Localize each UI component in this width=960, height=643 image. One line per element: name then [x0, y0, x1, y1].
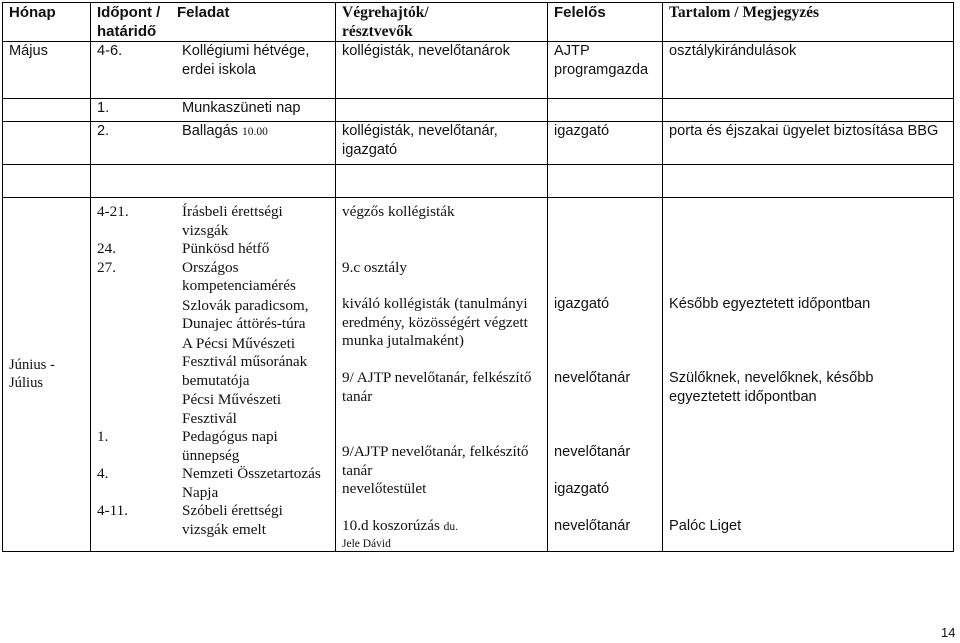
list-item: Szlovák paradicsom, Dunajec áttörés-túra — [182, 296, 309, 332]
junejuly-responsible: igazgató nevelőtanár nevelőtanár igazgató nevelőtanár — [548, 198, 663, 552]
header-row — [3, 3, 954, 42]
junejuly-executors: végzős kollégisták 9.c osztály kiváló kollégisták (tanulmányi eredmény, közösségért végzett munka jutalmaként) 9/ AJTP nevelőtanár, felkészítő tanár 9/AJTP nevelőtanár, felkészítő tanár nevelőtestület 10.d koszorúzás du. Jele Dávid — [336, 198, 548, 552]
task-may-2: Munkaszüneti nap — [182, 100, 301, 116]
schedule-table — [2, 2, 954, 552]
page-number: 14 — [941, 625, 956, 640]
header-executors: Végrehajtók/ résztvevők — [336, 3, 548, 42]
list-item: 4. Nemzeti Összetartozás Napja — [97, 465, 321, 501]
list-item: 27. Országos kompetenciamérés — [97, 258, 296, 294]
list-item: 1. Pedagógus napi ünnepség — [97, 428, 278, 464]
junejuly-task-list — [97, 203, 329, 539]
list-item: A Pécsi Művészeti Fesztivál műsorának bemutatója — [182, 334, 308, 389]
junejuly-notes: Később egyeztetett időpontban Szülőknek, nevelőknek, később egyeztetett időpontban Palóc Liget — [663, 198, 954, 552]
task-may-1: Kollégiumi hétvége, erdei iskola — [182, 43, 310, 78]
may-row-2 — [3, 99, 954, 122]
note-may-1: osztálykirándulások — [663, 42, 954, 99]
may-row-3 — [3, 122, 954, 165]
date-may-3: 2. — [97, 123, 110, 139]
note-may-3: porta és éjszakai ügyelet biztosítása BBG — [663, 122, 954, 165]
date-may-2: 1. — [97, 100, 110, 116]
exec-may-1: kollégisták, nevelőtanárok — [336, 42, 548, 99]
header-responsible: Felelős — [548, 3, 663, 42]
task-may-3: Ballagás 10.00 — [182, 123, 268, 139]
list-item: 4-21. Írásbeli érettségi vizsgák — [97, 203, 283, 239]
header-month: Hónap — [3, 3, 91, 42]
header-notes: Tartalom / Megjegyzés — [663, 3, 954, 42]
junejuly-block — [3, 198, 954, 552]
resp-may-3: igazgató — [548, 122, 663, 165]
resp-may-1: AJTP programgazda — [548, 42, 663, 99]
list-item: Pécsi Művészeti Fesztivál — [182, 391, 282, 427]
header-date-task: Időpont / határidő Feladat — [91, 3, 336, 42]
may-row-1 — [3, 42, 954, 99]
list-item: 4-11. Szóbeli érettségi vizsgák emelt — [97, 502, 283, 538]
month-may: Május — [3, 42, 91, 99]
list-item: 24. Pünkösd hétfő — [97, 240, 270, 257]
month-junejuly: Június - Július — [3, 198, 91, 552]
spacer-row — [3, 165, 954, 198]
date-may-1: 4-6. — [97, 43, 123, 59]
exec-may-3: kollégisták, nevelőtanár, igazgató — [336, 122, 548, 165]
